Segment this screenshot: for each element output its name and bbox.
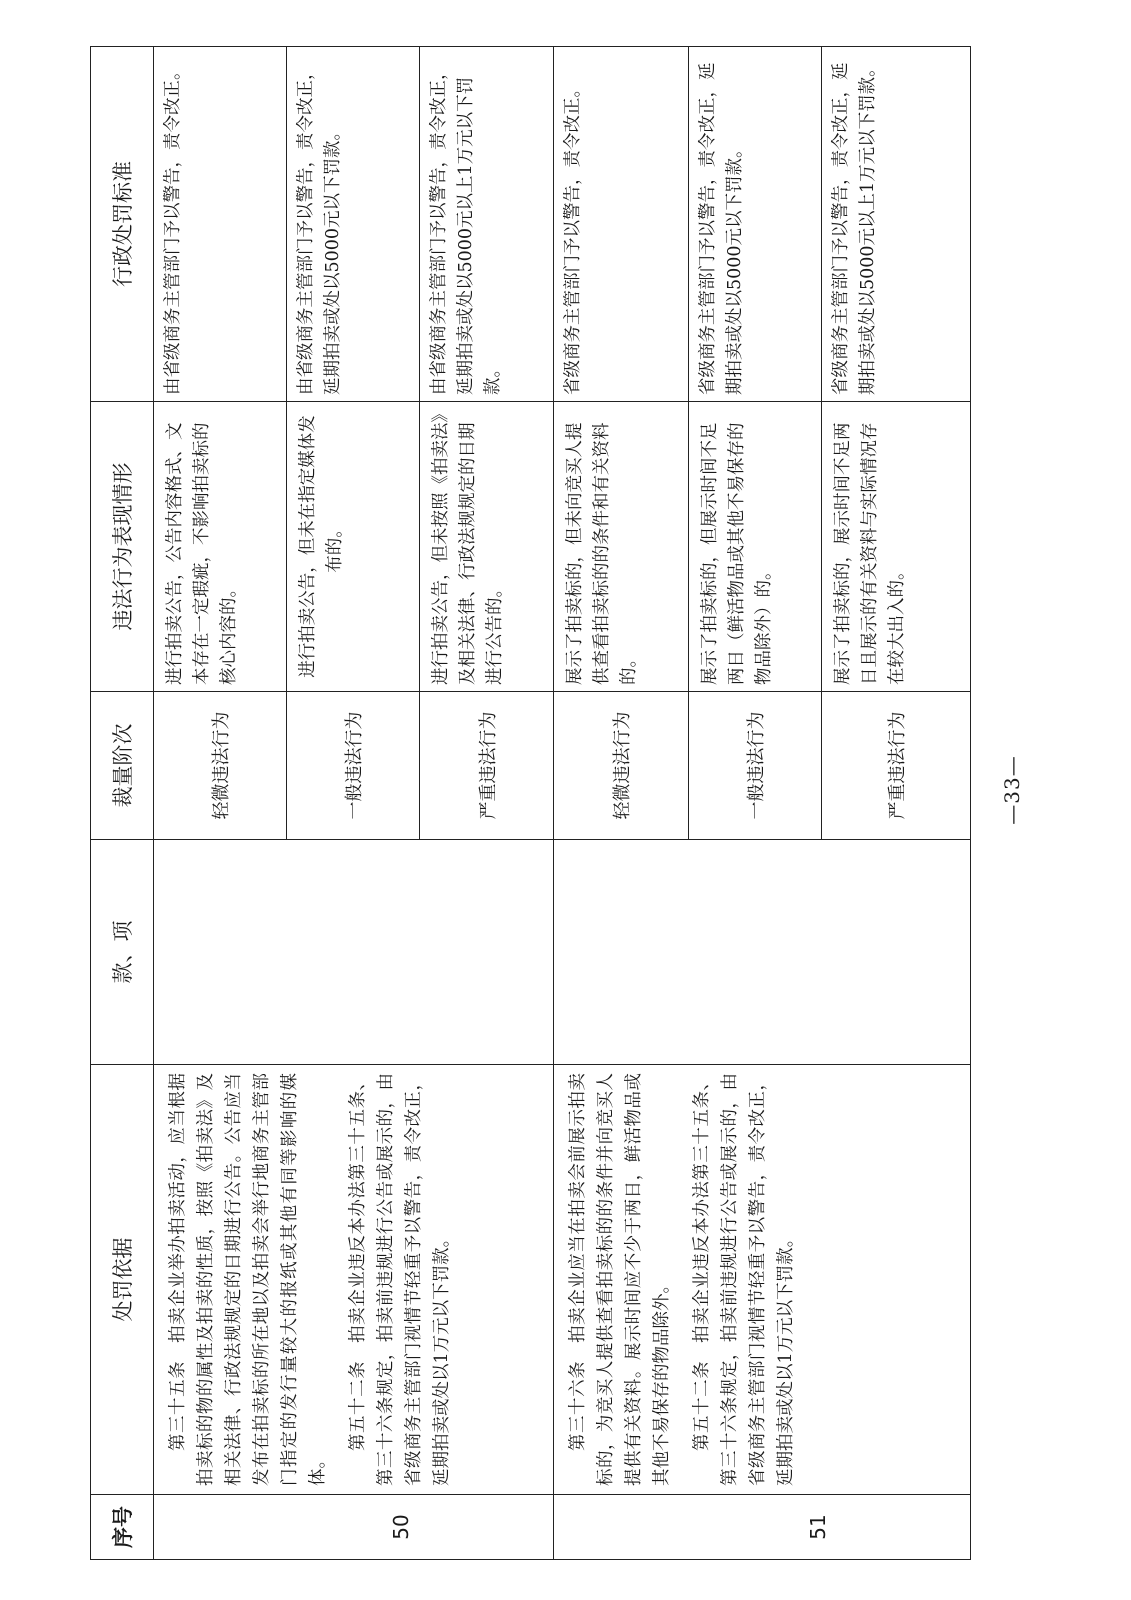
header-seq: 序号 [91, 1495, 154, 1560]
clause-cell [154, 840, 554, 1065]
header-standard: 行政处罚标准 [91, 47, 154, 402]
page-number: —33— [1000, 755, 1024, 825]
conduct-cell: 进行拍卖公告，但未按照《拍卖法》及相关法律、行政法规规定的日期进行公告的。 [420, 402, 554, 692]
table-row [154, 47, 287, 1560]
table-row [554, 47, 689, 1560]
level-cell: 轻微违法行为 [554, 692, 689, 840]
header-basis: 处罚依据 [91, 1065, 154, 1495]
standard-cell: 由省级商务主管部门予以警告，责令改正，延期拍卖或处以5000元以上1万元以下罚款。 [420, 47, 554, 402]
header-level: 裁量阶次 [91, 692, 154, 840]
standard-cell: 由省级商务主管部门予以警告，责令改正。 [154, 47, 287, 402]
conduct-cell: 展示了拍卖标的，但未向竞买人提供查看拍卖标的的条件和有关资料的。 [554, 402, 689, 692]
header-conduct: 违法行为表现情形 [91, 402, 154, 692]
basis-cell [554, 1065, 971, 1495]
row-number: 50 [389, 1514, 413, 1540]
penalty-table [90, 46, 971, 1560]
level-cell: 一般违法行为 [689, 692, 822, 840]
standard-cell: 省级商务主管部门予以警告，责令改正。 [554, 47, 689, 402]
standard-cell: 省级商务主管部门予以警告，责令改正，延期拍卖或处以5000元以下罚款。 [689, 47, 822, 402]
basis-cell [154, 1065, 554, 1495]
row-number-cell [154, 1495, 554, 1560]
basis-paragraph: 第五十二条 拍卖企业违反本办法第三十五条、第三十六条规定，拍卖前违规进行公告或展示的，由省级商务主管部门视情节轻重予以警告，责令改正，延期拍卖或处以1万元以下罚款。 [692, 1073, 796, 1486]
level-cell: 一般违法行为 [287, 692, 420, 840]
level-cell: 严重违法行为 [822, 692, 971, 840]
conduct-cell: 进行拍卖公告，公告内容格式、文本存在一定瑕疵，不影响拍卖标的核心内容的。 [154, 402, 287, 692]
table-header-row [91, 47, 154, 1560]
clause-cell [554, 840, 971, 1065]
conduct-cell: 展示了拍卖标的，但展示时间不足两日（鲜活物品或其他不易保存的物品除外）的。 [689, 402, 822, 692]
header-clause: 款、项 [91, 840, 154, 1065]
conduct-cell: 展示了拍卖标的，展示时间不足两日且展示的有关资料与实际情况存在较大出入的。 [822, 402, 971, 692]
standard-cell: 由省级商务主管部门予以警告，责令改正，延期拍卖或处以5000元以下罚款。 [287, 47, 420, 402]
level-cell: 严重违法行为 [420, 692, 554, 840]
basis-paragraph: 第三十五条 拍卖企业举办拍卖活动，应当根据拍卖标的物的属性及拍卖的性质，按照《拍卖法》及相关法律、行政法规规定的日期进行公告。公告应当发布在拍卖标的所在地以及拍卖会举行地商务主管部门指定的发行量较大的报纸或其他有同等影响的媒体。 [168, 1073, 328, 1486]
basis-paragraph: 第三十六条 拍卖企业应当在拍卖会前展示拍卖标的，为竞买人提供查看拍卖标的的条件并向竞买人提供有关资料。展示时间应不少于两日，鲜活物品或其他不易保存的物品除外。 [568, 1073, 672, 1486]
row-number-cell [554, 1495, 971, 1560]
level-cell: 轻微违法行为 [154, 692, 287, 840]
basis-paragraph: 第五十二条 拍卖企业违反本办法第三十五条、第三十六条规定，拍卖前违规进行公告或展示的，由省级商务主管部门视情节轻重予以警告，责令改正，延期拍卖或处以1万元以下罚款。 [348, 1073, 452, 1486]
row-number: 51 [806, 1514, 830, 1540]
conduct-cell: 进行拍卖公告，但未在指定媒体发布的。 [287, 402, 420, 692]
standard-cell: 省级商务主管部门予以警告，责令改正，延期拍卖或处以5000元以上1万元以下罚款。 [822, 47, 971, 402]
